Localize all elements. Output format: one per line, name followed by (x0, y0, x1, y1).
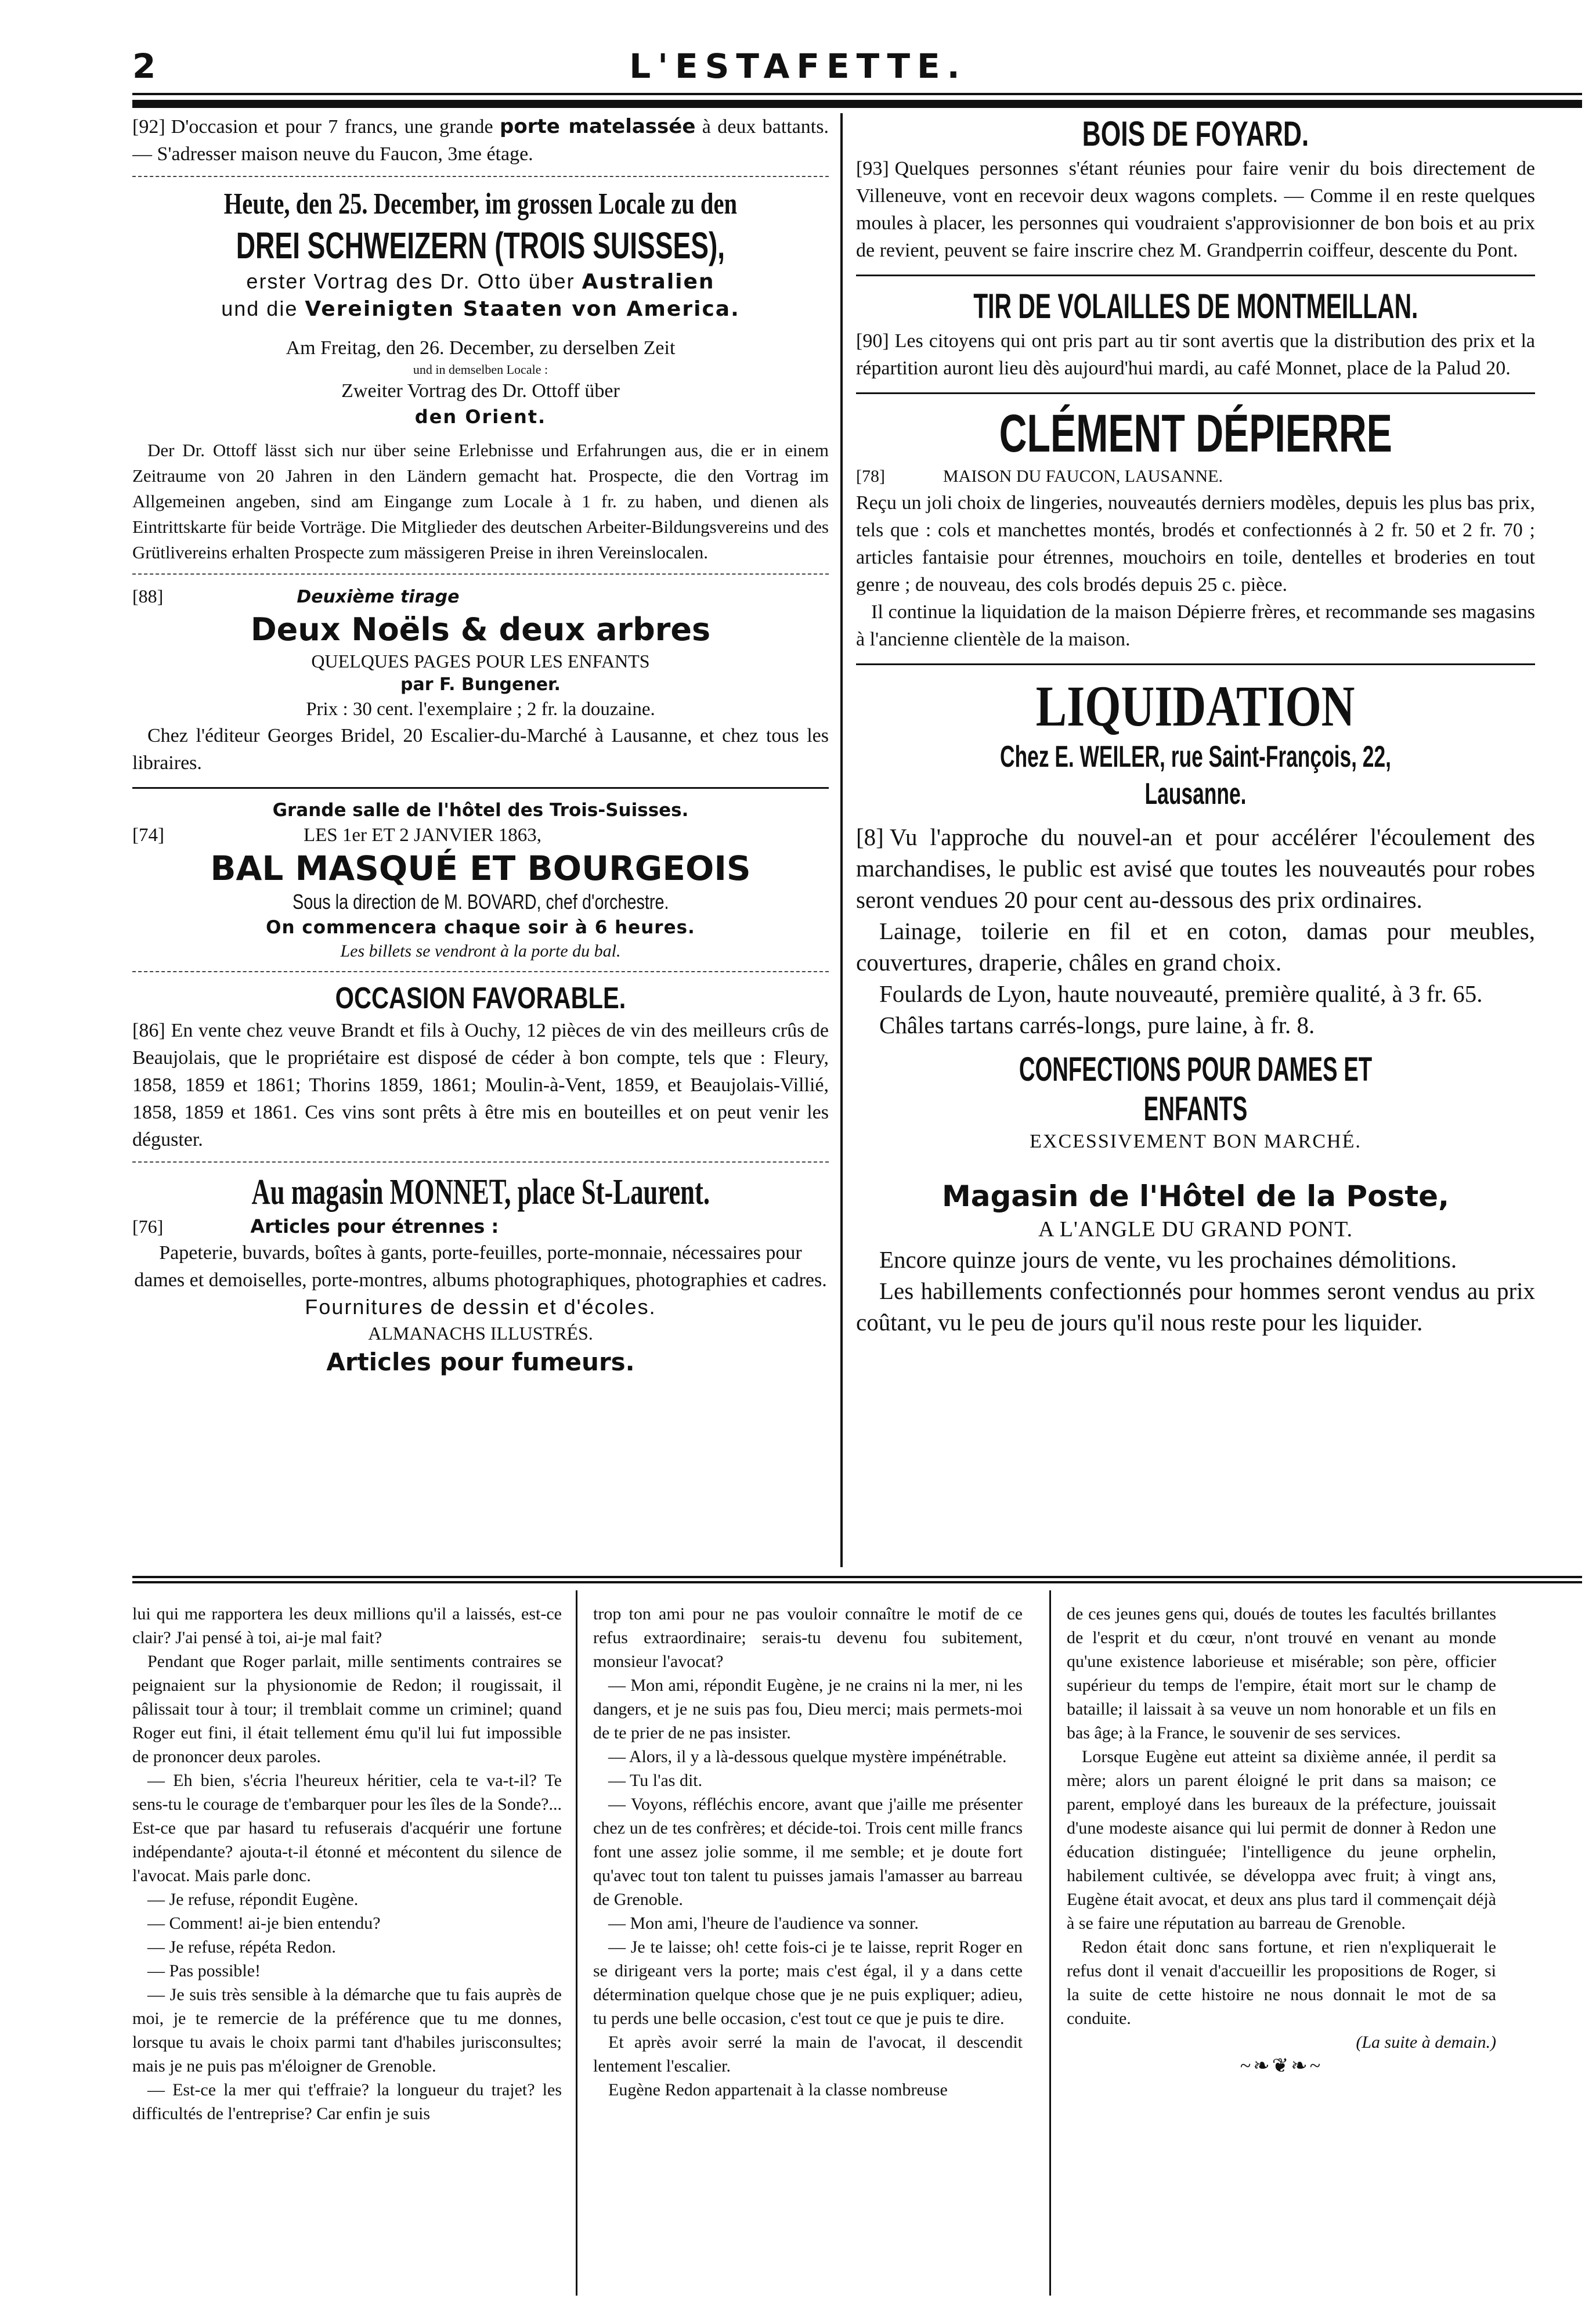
ad-heading: CONFECTIONS POUR DAMES ET ENFANTS (1019, 1051, 1373, 1128)
ad-body: Foulards de Lyon, haute nouveauté, première qualité, à 3 fr. 65. (879, 980, 1483, 1007)
ad-title: TIR DE VOLAILLES DE MONTMEILLAN. (973, 287, 1418, 326)
story-paragraph: Redon était donc sans fortune, et rien n'expliquerait le refus dont il venait d'accueillir les propositions de Roger, si la suite de cette histoire ne nous donnait le mot de sa conduite. (1067, 1937, 1496, 2028)
story-paragraph: de ces jeunes gens qui, doués de toutes les facultés brillantes de l'esprit et du cœur, n'ont trouvé en venant au monde qu'une existence laborieuse et misérable; son père, officier supérieur du temps de l'empire, était mort sur le champ de bataille; il laissait à sa veuve un nom honorable et un fils en bas âge; à la France, le souvenir de ses services. (1067, 1604, 1496, 1742)
ad-body: Papeterie, buvards, boîtes à gants, porte-feuilles, porte-monnaie, nécessaires pour dames et demoiselles, porte-montres, albums photographiques, photographies et cadres. (134, 1242, 827, 1291)
story-paragraph: — Je suis très sensible à la démarche que tu fais auprès de moi, je te remercie de la préférence que tu me donnes, lorsque tu avais le choix parmi tant d'habiles jurisconsultes; mais je ne puis pas m'éloigner de Grenoble. (132, 1985, 562, 2076)
feuilleton-column-1 (132, 1602, 562, 2296)
ad-venue: Grande salle de l'hôtel des Trois-Suisses. (272, 800, 689, 821)
ad-author: par F. Bungener. (400, 674, 561, 695)
story-paragraph: Pendant que Roger parlait, mille sentiments contraires se peignaient sur la physionomie de Redon; il rougissait, il pâlissait tour à tour; il tremblait comme un criminel; quand Roger eut fini, il était tellement ému qu'il lui fut impossible de prononcer deux paroles. (132, 1652, 562, 1766)
header-rule-thick (132, 100, 1582, 108)
ad-line: EXCESSIVEMENT BON MARCHÉ. (1030, 1131, 1362, 1152)
ad-body: Il continue la liquidation de la maison Dépierre frères, et recommande ses magasins à l'ancienne clientèle de la maison. (856, 601, 1535, 650)
story-paragraph: — Tu l'as dit. (608, 1771, 703, 1790)
ad-bal-masque (132, 798, 829, 963)
right-ads-column (856, 113, 1535, 1567)
ad-title: Au magasin MONNET, place St-Laurent. (251, 1172, 710, 1212)
ad-hotel-de-la-poste (856, 1178, 1535, 1338)
ad-price: Prix : 30 cent. l'exemplaire ; 2 fr. la douzaine. (306, 699, 655, 720)
ad-line: [74] LES 1er ET 2 JANVIER 1863, (132, 825, 542, 846)
story-paragraph: trop ton ami pour ne pas vouloir connaître le motif de ce refus extraordinaire; serais-tu devenu fou subitement, monsieur l'avocat? (593, 1604, 1023, 1671)
ad-line: [76] Articles pour étrennes : (132, 1215, 499, 1237)
ad-title: BAL MASQUÉ ET BOURGEOIS (210, 849, 751, 888)
ad-title: LIQUIDATION (1036, 674, 1355, 738)
ad-clement-depierre (856, 403, 1535, 653)
ad-body: Reçu un joli choix de lingeries, nouveautés derniers modèles, depuis les plus bas prix, tels que : cols et manchettes montés, brodés et confectionnés à 2 fr. 50 et 2 fr. 70 ; articles fantaisie pour étrennes, mouchoirs en toile, dentelles et broderies en tout genre ; de nouveau, des cols brodés depuis 25 c. pièce. (856, 492, 1535, 596)
separator (132, 787, 829, 789)
ad-drei-schweizern (132, 185, 829, 565)
ad-deux-noels (132, 583, 829, 777)
feuilleton-column-3 (1067, 1602, 1496, 2296)
separator (856, 275, 1535, 276)
ad-text: à deux battants. — S'adresser maison neuve du Faucon, 3me étage. (132, 116, 829, 165)
ad-line: [88] Deuxième tirage (132, 586, 460, 607)
ad-occasion (132, 980, 829, 1153)
story-paragraph: — Je refuse, répéta Redon. (147, 1937, 336, 1957)
separator (132, 1161, 829, 1163)
ad-line: und in demselben Locale : (413, 362, 548, 377)
feuilleton-rule (132, 1581, 1582, 1583)
story-paragraph: — Alors, il y a là-dessous quelque mystère impénétrable. (608, 1747, 1007, 1766)
ad-body: Chez l'éditeur Georges Bridel, 20 Escalier-du-Marché à Lausanne, et chez tous les libraires. (132, 725, 829, 774)
ad-line-bold: On commencera chaque soir à 6 heures. (266, 917, 695, 938)
page-number: 2 (132, 46, 156, 86)
ad-title: Deux Noëls & deux arbres (250, 611, 711, 648)
story-paragraph: — Je te laisse; oh! cette fois-ci je te laisse, reprit Roger en se dirigeant vers la porte; mais c'est égal, il y a dans cette détermination quelque chose que je ne puis expliquer; adieu, tu perds une belle occasion, c'est tout ce que je puis te dire. (593, 1937, 1023, 2028)
ad-title: CLÉMENT DÉPIERRE (999, 404, 1392, 463)
ad-title: OCCASION FAVORABLE. (335, 982, 626, 1015)
to-be-continued: (La suite à demain.) (1356, 2033, 1496, 2052)
separator (856, 392, 1535, 394)
story-paragraph: — Eh bien, s'écria l'heureux héritier, cela te va-t-il? Te sens-tu le courage de t'embarquer pour les îles de la Sonde?... Est-ce que par hasard tu refuserais d'acquérir une fortune indépendante? ajouta-t-il étonné et mécontent du silence de l'avocat. Mais parle donc. (132, 1771, 562, 1885)
ad-title: Magasin de l'Hôtel de la Poste, (942, 1179, 1449, 1213)
ad-line-bold: Articles pour fumeurs. (326, 1348, 635, 1376)
ad-bois-de-foyard (856, 113, 1535, 264)
ad-liquidation (856, 674, 1535, 1154)
column-divider (840, 113, 843, 1567)
ad-line: und die Vereinigten Staaten von America. (221, 297, 740, 321)
story-paragraph: — Comment! ai-je bien entendu? (147, 1914, 381, 1933)
ornament-flourish: ~❧❦❧~ (1240, 2055, 1323, 2077)
ad-heading: Heute, den 25. December, im grossen Locale zu den (223, 187, 738, 221)
ad-body: Encore quinze jours de vente, vu les prochaines démolitions. (879, 1246, 1457, 1273)
ad-line-bold: den Orient. (414, 406, 547, 428)
column-divider (1049, 1590, 1051, 2296)
ad-text: D'occasion et pour 7 francs, une grande (171, 116, 500, 138)
story-paragraph: — Pas possible! (147, 1961, 261, 1980)
left-ads-column (132, 113, 829, 1567)
ad-body: [8] Vu l'approche du nouvel-an et pour accélérer l'écoulement des marchandises, le public est avisé que toutes les nouveautés pour robes seront vendues 20 pour cent au-dessous des prix ordinaires. (856, 824, 1535, 913)
ad-title: DREI SCHWEIZERN (TROIS SUISSES), (236, 225, 725, 266)
ad-bold-text: porte matelassée (500, 115, 696, 138)
ad-title: BOIS DE FOYARD. (1082, 114, 1309, 153)
ad-body: [86] En vente chez veuve Brandt et fils à Ouchy, 12 pièces de vin des meilleurs crûs de Beaujolais, que le propriétaire est disposé de céder à bon compte, tels que : Fleury, 1858, 1859 et 1861; Thorins 1859, 1861; Moulin-à-Vent, 1859, et Beaujolais-Villié, 1858, 1859 et 1861. Ces vins sont prêts à être mis en bouteilles et on peut venir les déguster. (132, 1020, 829, 1150)
separator (132, 573, 829, 575)
ad-body: [90] Les citoyens qui ont pris part au tir sont avertis que la distribution des prix et la répartition auront lieu dès aujourd'hui mardi, au café Monnet, place de la Palud 20. (856, 330, 1535, 379)
ad-line: Sous la direction de M. BOVARD, chef d'orchestre. (292, 890, 669, 914)
separator (132, 176, 829, 177)
separator (132, 971, 829, 972)
ad-subtitle: QUELQUES PAGES POUR LES ENFANTS (311, 651, 650, 672)
story-paragraph: — Mon ami, l'heure de l'audience va sonner. (608, 1914, 919, 1933)
story-paragraph: — Je refuse, répondit Eugène. (147, 1890, 359, 1909)
story-paragraph: lui qui me rapportera les deux millions qu'il a laissés, est-ce clair? J'ai pensé à toi, ai-je mal fait? (132, 1604, 562, 1647)
ad-magasin-monnet (132, 1171, 829, 1379)
ad-line: ALMANACHS ILLUSTRÉS. (368, 1323, 593, 1344)
story-paragraph: Lorsque Eugène eut atteint sa dixième année, il perdit sa mère; alors un parent éloigné le prit dans sa maison; ce parent, employé dans les bureaux de la préfecture, jouissait d'une modeste aisance qui lui permit de donner à Redon une éducation distinguée; l'intelligence du jeune orphelin, habilement cultivée, se développa avec fruit; à vingt ans, Eugène était avocat, et deux ans plus tard il commençait déjà à se faire une réputation au barreau de Grenoble. (1067, 1747, 1496, 1933)
ad-body: Les habillements confectionnés pour hommes seront vendus au prix coûtant, vu le peu de jours qu'il nous reste pour les liquider. (856, 1278, 1535, 1336)
ad-line: erster Vortrag des Dr. Otto über Australien (246, 269, 715, 294)
ad-body: [93] Quelques personnes s'étant réunies pour faire venir du bois directement de Villeneuve, vont en recevoir deux wagons complets. — Comme il en reste quelques moules à placer, les personnes qui voudraient s'approvisionner de bon bois et au prix de revient, peuvent se faire inscrire chez M. Grandperrin coiffeur, descente du Pont. (856, 158, 1535, 261)
ad-subtitle: Chez E. WEILER, rue Saint-François, 22, Lausanne. (1000, 740, 1391, 811)
newspaper-title: L'ESTAFETTE. (629, 46, 967, 86)
story-paragraph: — Mon ami, répondit Eugène, je ne crains ni la mer, ni les dangers, et je ne suis pas fou, Dieu merci; mais permets-moi de te prier de ne pas insister. (593, 1676, 1023, 1742)
ad-tir-volailles (856, 286, 1535, 382)
ad-line: Les billets se vendront à la porte du bal. (340, 941, 621, 961)
story-paragraph: Et après avoir serré la main de l'avocat, il descendit lentement l'escalier. (593, 2033, 1023, 2076)
ad-line: [78] MAISON DU FAUCON, LAUSANNE. (856, 467, 1223, 486)
header-rule-thin (132, 93, 1582, 95)
ad-ref: [92] (132, 116, 165, 138)
feuilleton-rule (132, 1576, 1582, 1578)
ad-line: Fournitures de dessin et d'écoles. (305, 1295, 656, 1319)
separator (856, 663, 1535, 665)
ad-body: Der Dr. Ottoff lässt sich nur über seine Erlebnisse und Erfahrungen aus, die er in einem Zeitraume von 20 Jahren in den Ländern gemacht hat. Prospecte, die den Vortrag im Allgemeinen angeben, sind am Eingange zum Locale à 1 fr. zu haben, und dienen als Eintrittskarte für beide Vorträge. Die Mitglieder des deutschen Arbeiter-Bildungsvereins und des Grütlivereins erhalten Prospecte zum mässigeren Preise in ihren Vereinslocalen. (132, 440, 829, 562)
story-paragraph: — Est-ce la mer qui t'effraie? la longueur du trajet? les difficultés de l'entreprise? Car enfin je suis (132, 2080, 562, 2123)
ad-porte-matelassee (132, 113, 829, 168)
ad-body: Lainage, toilerie en fil et en coton, damas pour meubles, couvertures, draperie, châles en grand choix. (856, 918, 1535, 976)
story-paragraph: Eugène Redon appartenait à la classe nombreuse (608, 2080, 948, 2099)
column-divider (576, 1590, 577, 2296)
feuilleton-column-2 (593, 1602, 1023, 2296)
ad-body: Châles tartans carrés-longs, pure laine, à fr. 8. (879, 1012, 1315, 1038)
ad-subtitle: A L'ANGLE DU GRAND PONT. (1038, 1217, 1353, 1242)
ad-line: Zweiter Vortrag des Dr. Ottoff über (341, 380, 620, 402)
ad-line: Am Freitag, den 26. December, zu derselben Zeit (286, 337, 676, 359)
story-paragraph: — Voyons, réfléchis encore, avant que j'aille me présenter chez un de tes confrères; et décide-toi. Trois cent mille francs font une assez jolie somme, il me semble; et je doute fort qu'avec tout ton talent tu puisses jamais l'amasser au barreau de Grenoble. (593, 1795, 1023, 1909)
